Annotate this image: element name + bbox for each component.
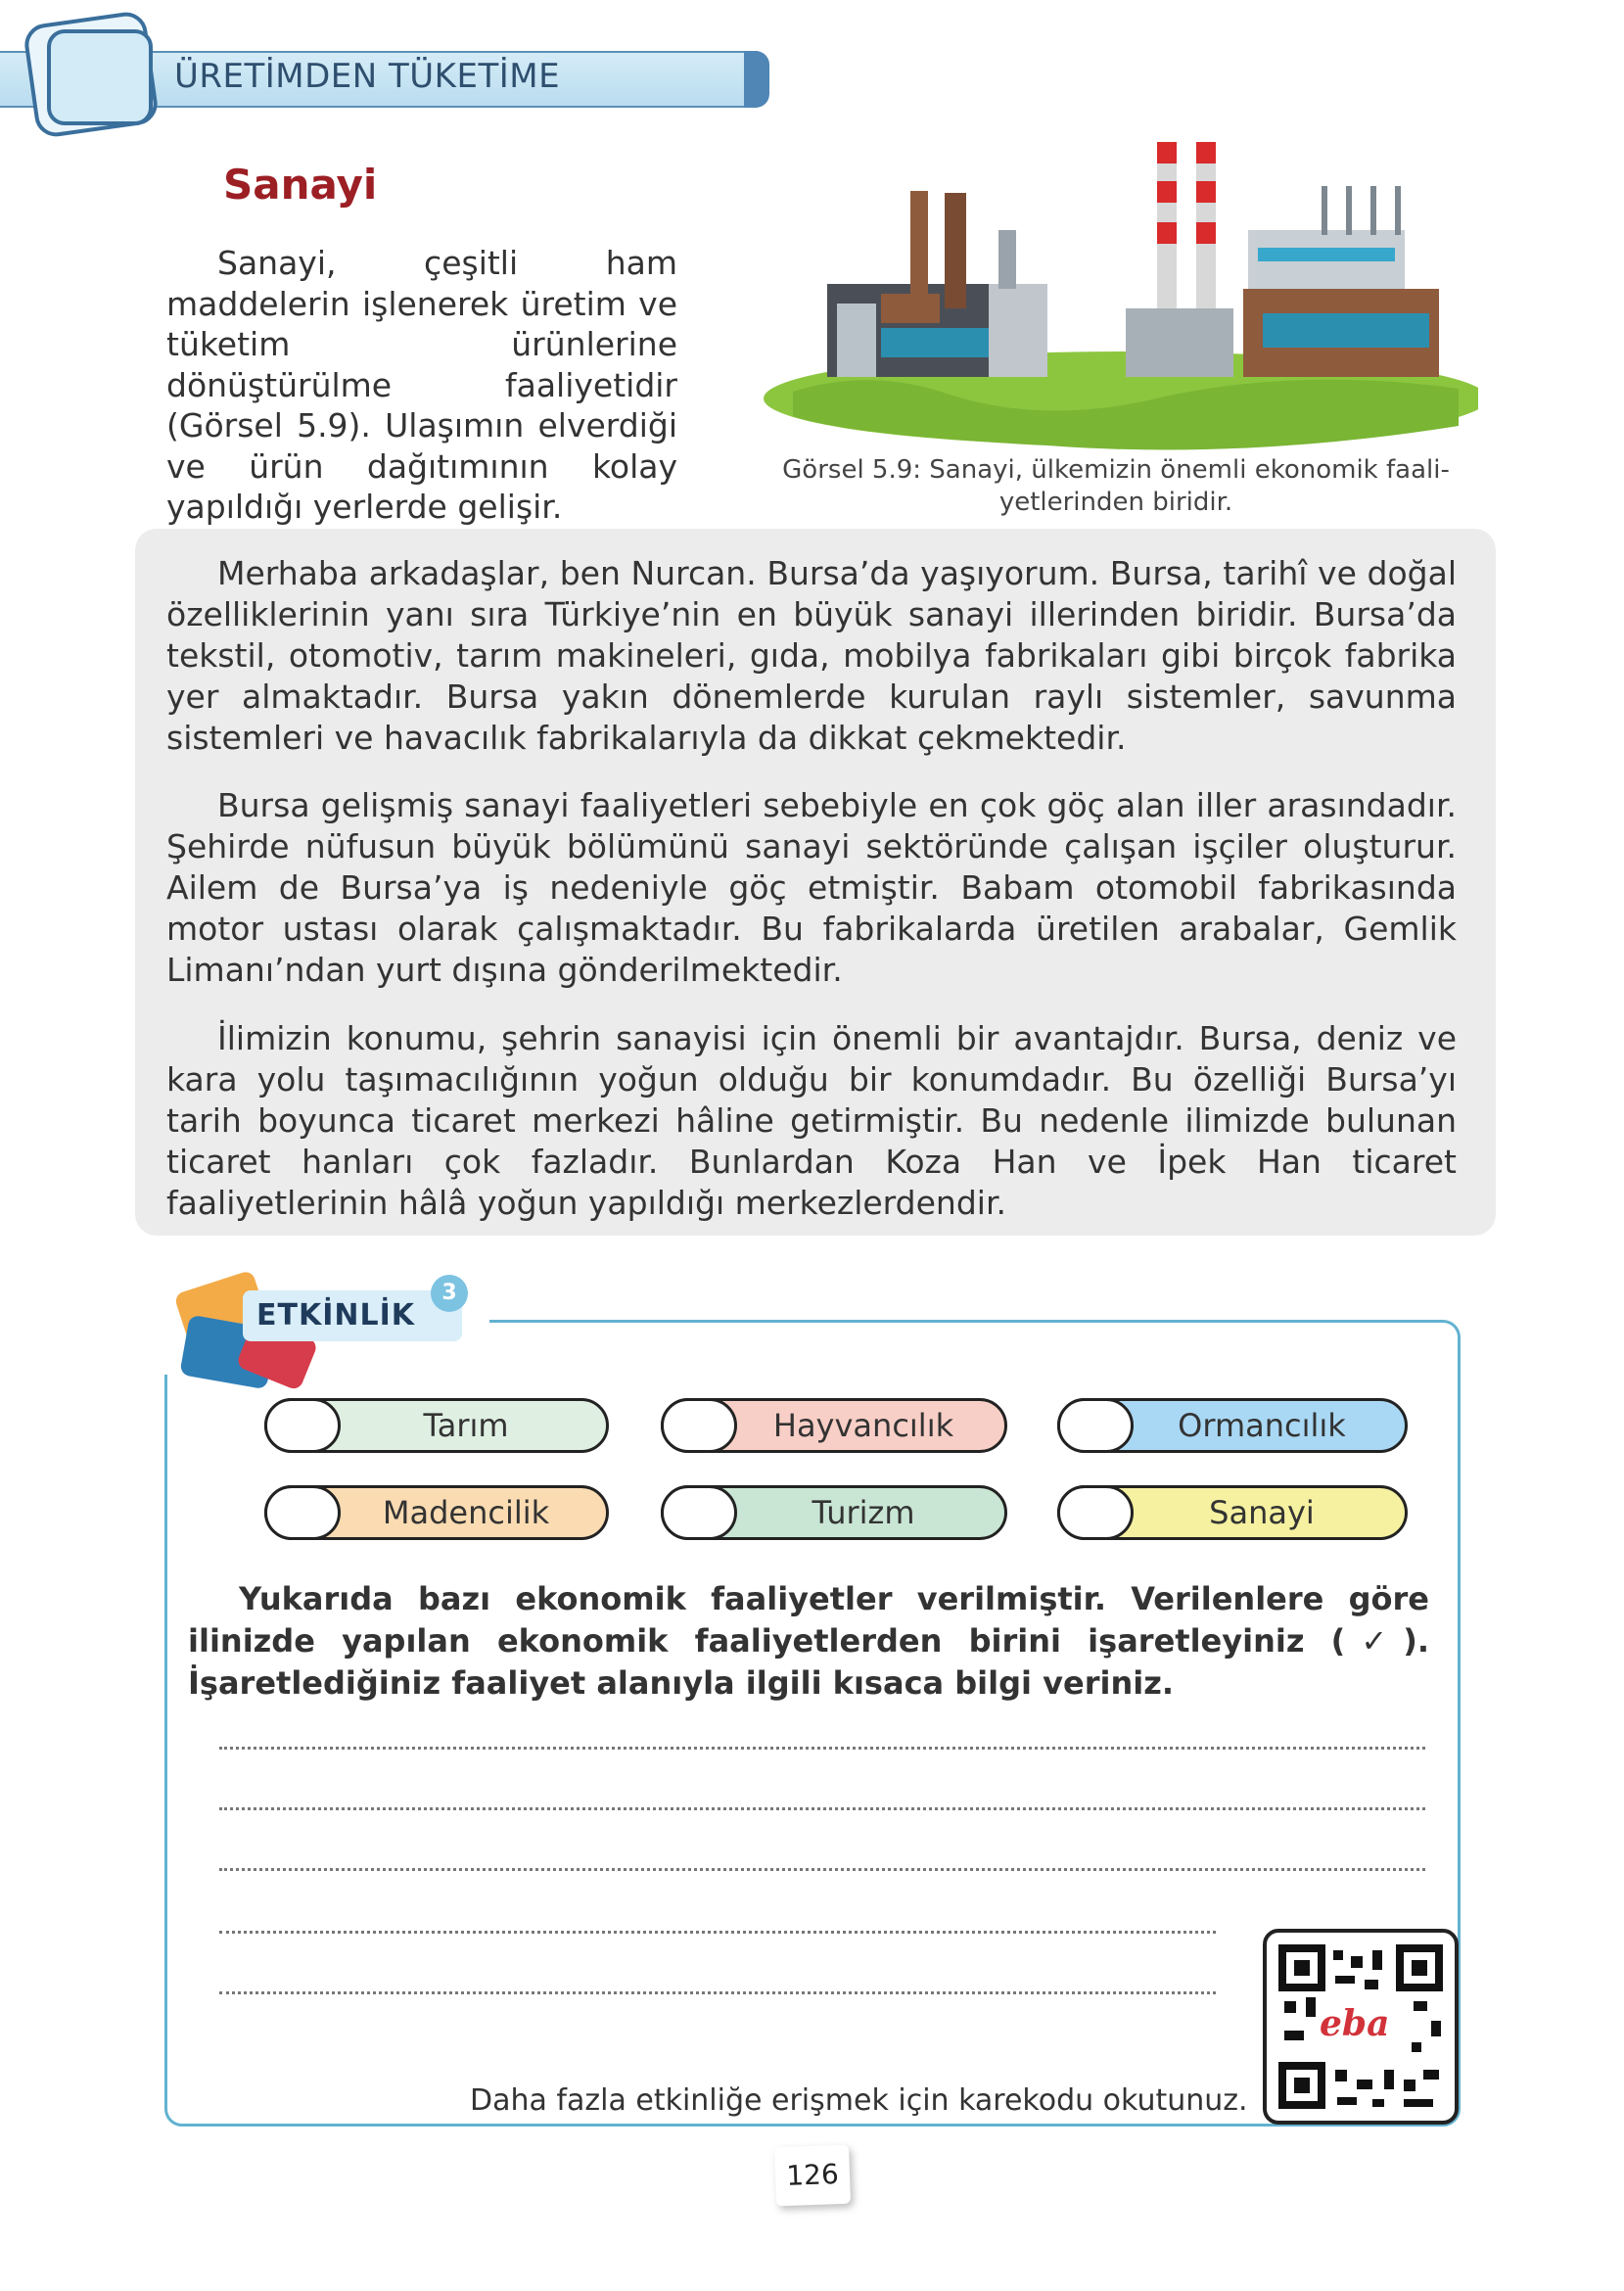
page-number: 126 [774,2145,851,2207]
reading-paragraph-1: Merhaba arkadaşlar, ben Nurcan. Bursa’da yaşıyorum. Bursa, tarihî ve doğal özelliklerinin yanı sıra Türkiye’nin en büyük sanayi illerinden biridir. Bursa’da tekstil, otomotiv, tarım makineleri, gıda, mobilya fabrikaları gibi birçok fabrika yer almaktadır. Bursa yakın dönemlerde kurulan raylı sistemler, savunma sistemleri ve havacılık fabrikalarıyla da dikkat çekmektedir. [166,554,1457,757]
option-madencilik [264,1485,609,1540]
option-sanayi [1057,1485,1408,1540]
section-title: Sanayi [223,161,378,209]
option-checkbox[interactable] [1057,1485,1134,1540]
option-label: Turizm [812,1494,915,1531]
option-hayvancilik [661,1398,1007,1453]
reading-paragraph-2: Bursa gelişmiş sanayi faaliyetleri sebebiyle en çok göç alan iller arasındadır. Şehirde nüfusun büyük bölümünü sanayi sektöründe çalışan işçiler oluşturur. Ailem de Bursa’ya iş nedeniyle göç etmiştir. Babam otomobil fabrikasında motor ustası olarak çalışmaktadır. Bu fabrikalarda üretilen arabalar, Gemlik Limanı’ndan yurt dışına gönderilmektedir. [166,786,1457,989]
factory-illustration [754,132,1478,460]
unit-title: ÜRETİMDEN TÜKETİME [174,57,561,96]
answer-line[interactable] [219,1807,1425,1810]
option-checkbox[interactable] [661,1485,737,1540]
activity-label: ETKİNLİK [243,1290,462,1341]
option-turizm [661,1485,1007,1540]
option-label: Tarım [423,1407,509,1444]
option-label: Madencilik [382,1494,550,1531]
activity-number-badge: 3 [431,1275,468,1312]
option-checkbox[interactable] [1057,1398,1134,1453]
option-tarim [264,1398,609,1453]
reading-paragraph-3: İlimizin konumu, şehrin sanayisi için önemli bir avantajdır. Bursa, deniz ve kara yolu taşımacılığının yoğun olduğu bir konumdadır. Bu özelliği Bursa’yı tarih boyunca ticaret merkezi hâline getirmiştir. Bu nedenle ilimizde bulunan ticaret hanları çok fazladır. Bunlardan Koza Han ve İpek Han ticaret faaliyetlerinin hâlâ yoğun yapıldığı merkezlerdendir. [166,1019,1457,1222]
option-label: Hayvancılık [772,1407,954,1444]
activity-question: Yukarıda bazı ekonomik faaliyetler verilmiştir. Verilenlere göre ilinizde yapılan ekonomik faaliyetlerden birini işaretleyiniz (✓). İşaretlediğiniz faaliyet alanıyla ilgili kısaca bilgi veriniz. [188,1580,1429,1702]
option-checkbox[interactable] [264,1485,341,1540]
figure-caption-line-2: yetlerinden biridir. [998,488,1233,517]
answer-line[interactable] [219,1931,1216,1934]
option-label: Sanayi [1209,1494,1315,1531]
unit-header-bar-end [744,51,769,108]
option-label: Ormancılık [1178,1407,1346,1444]
answer-line[interactable] [219,1868,1425,1871]
figure-caption-line-1: Görsel 5.9: Sanayi, ülkemizin önemli ekonomik faali- [782,455,1450,485]
unit-icon-front-frame [47,29,153,125]
option-ormancilik [1057,1398,1408,1453]
intro-paragraph: Sanayi, çeşitli ham maddelerin işlenerek üretim ve tüketim ürünlerine dönüştürülme faaliyetidir (Görsel 5.9). Ulaşımın elverdiği ve ürün dağıtımının kolay yapıldığı yerlerde gelişir. [166,244,677,526]
option-checkbox[interactable] [264,1398,341,1453]
answer-line[interactable] [219,1991,1216,1994]
qr-logo: eba [1320,2003,1390,2044]
answer-line[interactable] [219,1747,1425,1750]
qr-caption: Daha fazla etkinliğe erişmek için karekodu okutunuz. [470,2083,1248,2118]
option-checkbox[interactable] [661,1398,737,1453]
activity-frame-gap-left [157,1312,170,1375]
figure-caption [754,454,1478,519]
